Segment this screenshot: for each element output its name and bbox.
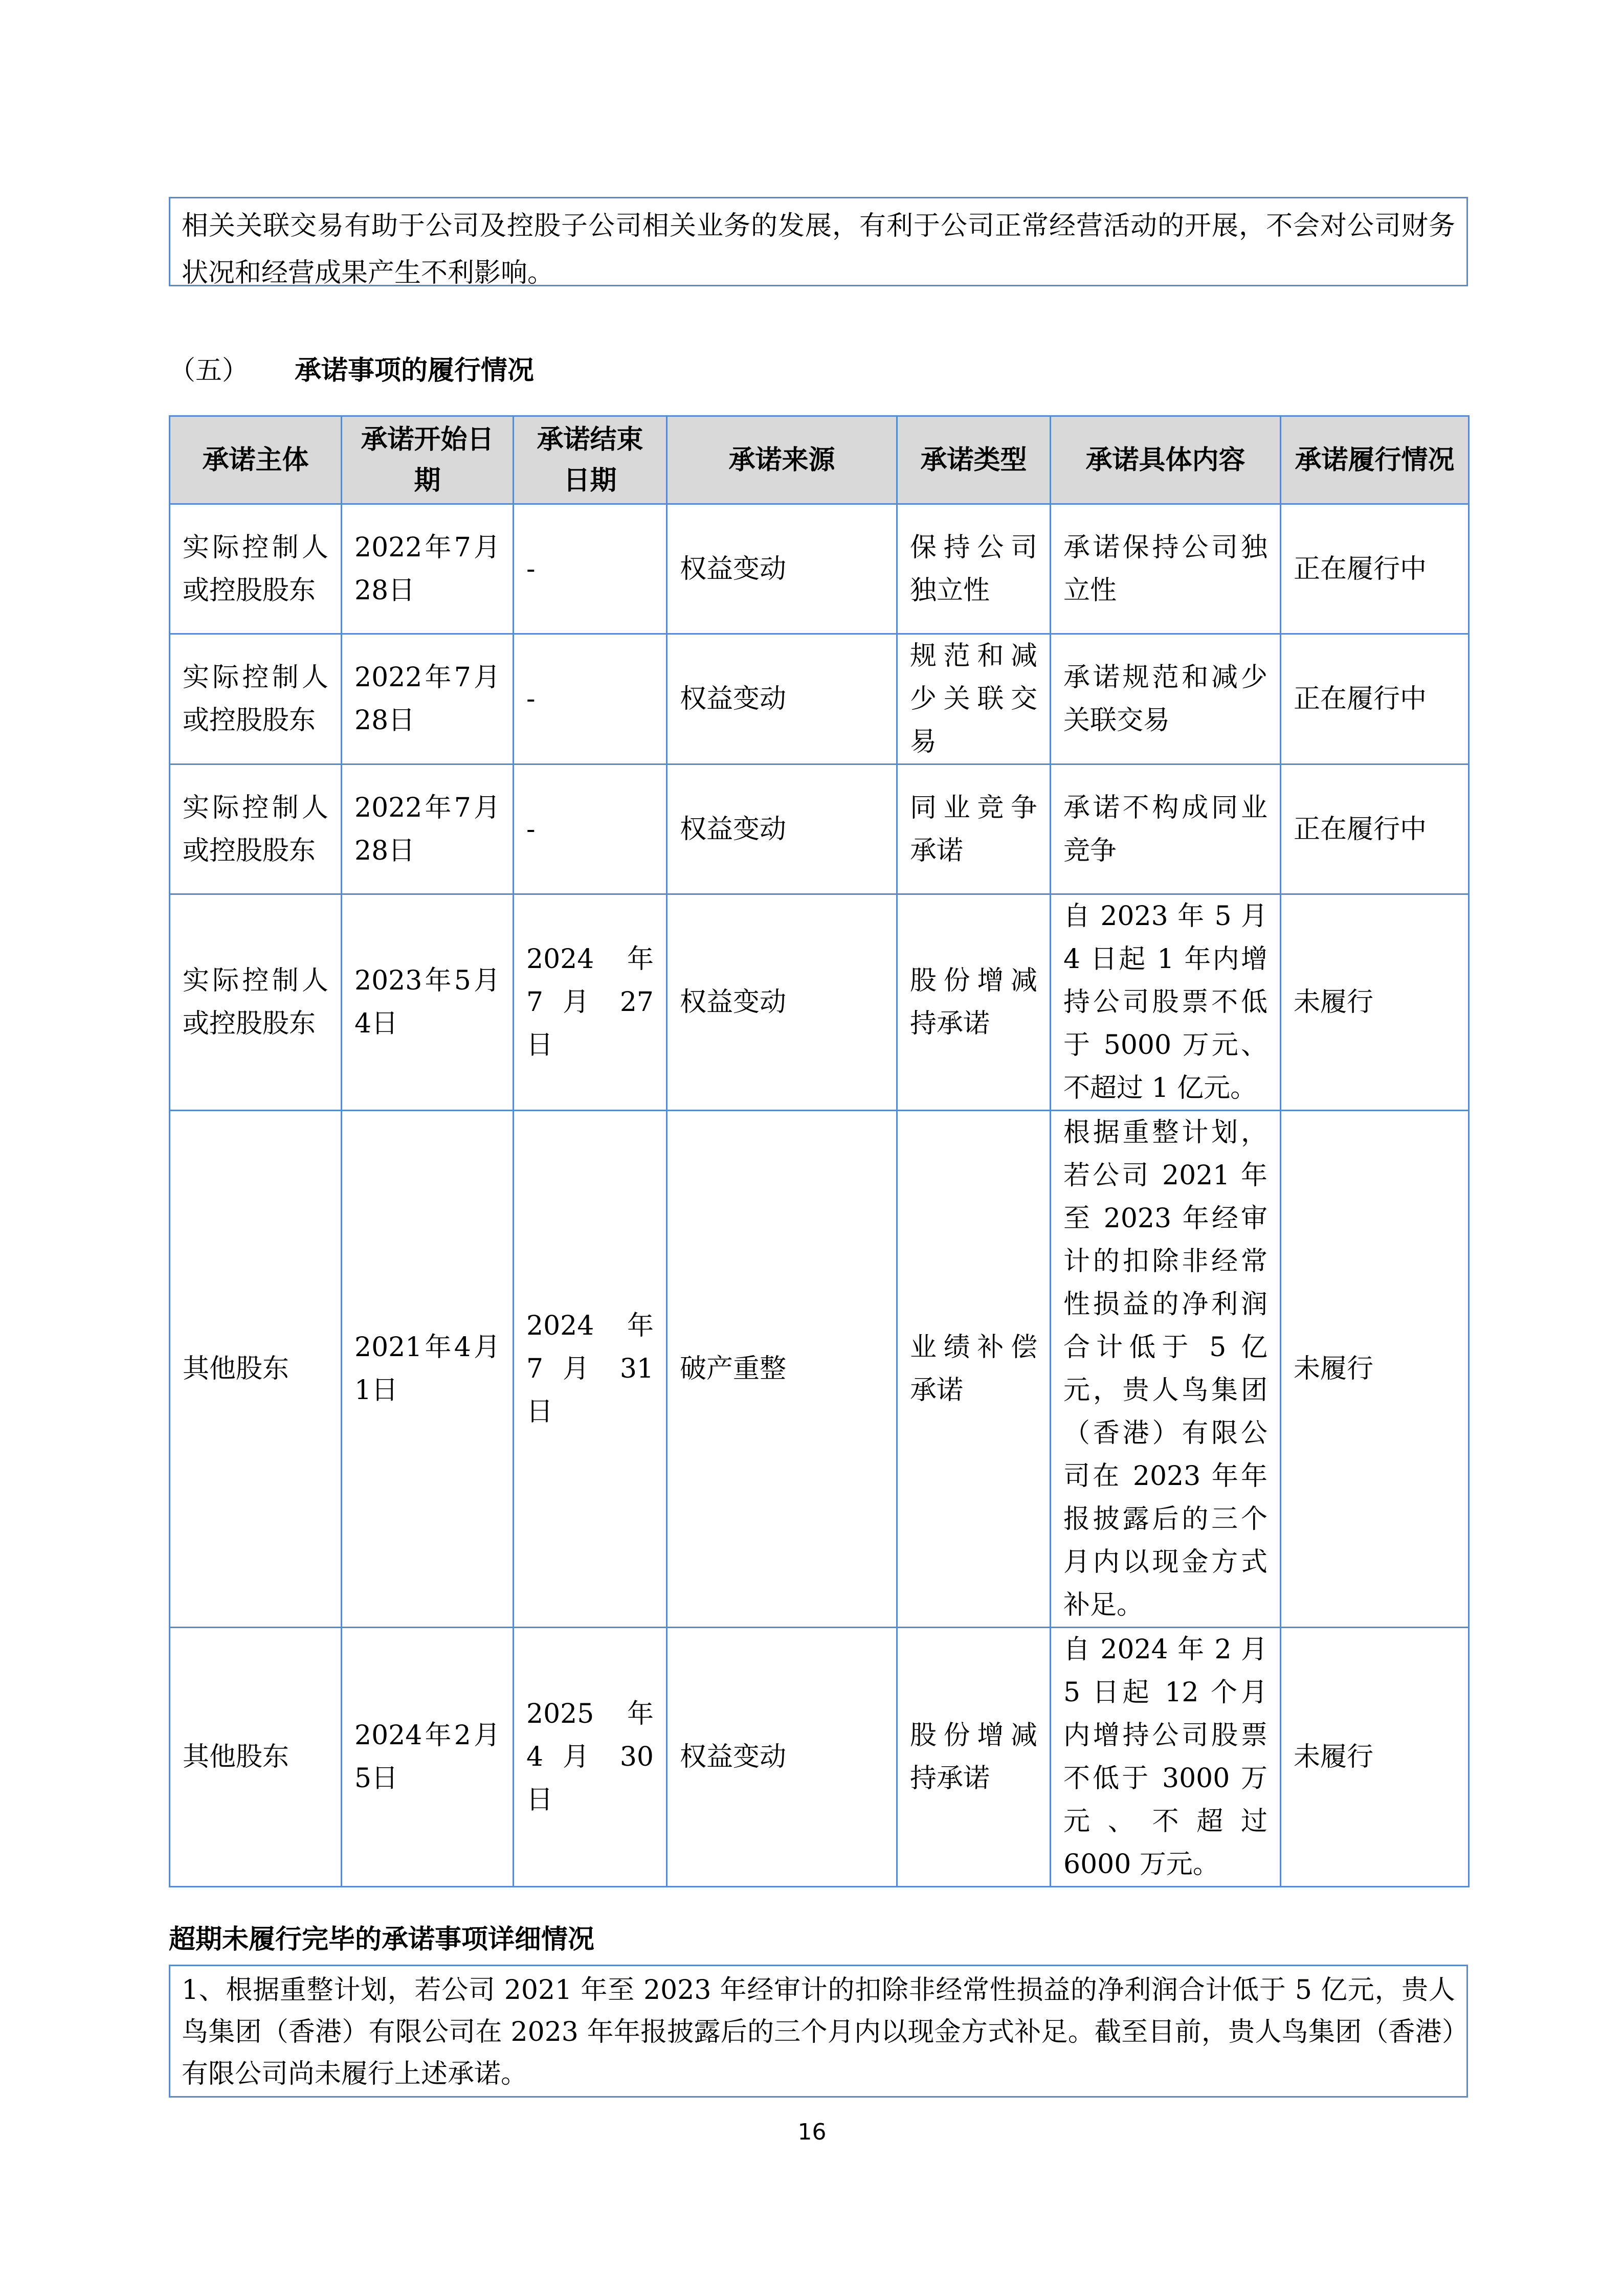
- header-start-date: 承诺开始日期: [342, 416, 514, 504]
- cell-status: 未履行: [1281, 1628, 1469, 1887]
- cell-status: 正在履行中: [1281, 764, 1469, 894]
- overdue-commitments-heading: 超期未履行完毕的承诺事项详细情况: [169, 1924, 595, 1955]
- page-number: 16: [797, 2119, 827, 2145]
- cell-content: 自 2023 年 5 月 4 日起 1 年内增持公司股票不低于 5000 万元、不超过 1 亿元。: [1051, 894, 1281, 1111]
- cell-start-date: 2024年2月5日: [342, 1628, 514, 1887]
- cell-subject: 实际控制人或控股股东: [170, 894, 342, 1111]
- overdue-commitments-detail: 1、根据重整计划，若公司 2021 年至 2023 年经审计的扣除非经常性损益的净利润合计低于 5 亿元，贵人鸟集团（香港）有限公司在 2023 年年报披露后的三个月内以现金方式补足。截至目前，贵人鸟集团（香港）有限公司尚未履行上述承诺。: [169, 1965, 1468, 2098]
- table-row: [170, 504, 1469, 634]
- cell-type: 业绩补偿承诺: [897, 1111, 1051, 1628]
- cell-content: 承诺规范和减少关联交易: [1051, 634, 1281, 764]
- cell-type: 同业竞争承诺: [897, 764, 1051, 894]
- cell-end-date: 2025 年 4 月 30 日: [514, 1628, 667, 1887]
- header-status: 承诺履行情况: [1281, 416, 1469, 504]
- table-row: [170, 1628, 1469, 1887]
- cell-source: 权益变动: [667, 1628, 897, 1887]
- cell-type: 保持公司独立性: [897, 504, 1051, 634]
- cell-content: 承诺保持公司独立性: [1051, 504, 1281, 634]
- cell-source: 权益变动: [667, 764, 897, 894]
- table-row: [170, 634, 1469, 764]
- cell-subject: 其他股东: [170, 1111, 342, 1628]
- cell-end-date: 2024 年 7 月 27 日: [514, 894, 667, 1111]
- table-row: [170, 1111, 1469, 1628]
- header-end-date: 承诺结束日期: [514, 416, 667, 504]
- related-transactions-note: 相关关联交易有助于公司及控股子公司相关业务的发展，有利于公司正常经营活动的开展，不会对公司财务状况和经营成果产生不利影响。: [169, 197, 1468, 286]
- cell-start-date: 2022年7月28日: [342, 764, 514, 894]
- cell-content: 自 2024 年 2 月 5 日起 12 个月内增持公司股票不低于 3000 万元、不超过 6000 万元。: [1051, 1628, 1281, 1887]
- cell-status: 正在履行中: [1281, 634, 1469, 764]
- table-row: [170, 764, 1469, 894]
- header-content: 承诺具体内容: [1051, 416, 1281, 504]
- cell-subject: 实际控制人或控股股东: [170, 764, 342, 894]
- cell-type: 股份增减持承诺: [897, 1628, 1051, 1887]
- cell-end-date: 2024 年 7 月 31 日: [514, 1111, 667, 1628]
- cell-source: 权益变动: [667, 894, 897, 1111]
- commitments-table: [169, 415, 1470, 1887]
- cell-subject: 实际控制人或控股股东: [170, 504, 342, 634]
- cell-type: 股份增减持承诺: [897, 894, 1051, 1111]
- cell-end-date: -: [514, 504, 667, 634]
- cell-subject: 实际控制人或控股股东: [170, 634, 342, 764]
- cell-source: 权益变动: [667, 504, 897, 634]
- cell-content: 根据重整计划，若公司 2021 年至 2023 年经审计的扣除非经常性损益的净利润合计低于 5 亿元，贵人鸟集团（香港）有限公司在 2023 年年报披露后的三个月内以现金方式补足。: [1051, 1111, 1281, 1628]
- section-heading: [169, 353, 534, 389]
- cell-status: 未履行: [1281, 1111, 1469, 1628]
- cell-start-date: 2023年5月4日: [342, 894, 514, 1111]
- cell-subject: 其他股东: [170, 1628, 342, 1887]
- cell-end-date: -: [514, 634, 667, 764]
- cell-status: 未履行: [1281, 894, 1469, 1111]
- cell-content: 承诺不构成同业竞争: [1051, 764, 1281, 894]
- header-subject: 承诺主体: [170, 416, 342, 504]
- header-type: 承诺类型: [897, 416, 1051, 504]
- cell-type: 规范和减少关联交易: [897, 634, 1051, 764]
- section-number: （五）: [169, 355, 249, 386]
- cell-start-date: 2021年4月1日: [342, 1111, 514, 1628]
- table-row: [170, 894, 1469, 1111]
- cell-start-date: 2022年7月28日: [342, 504, 514, 634]
- header-source: 承诺来源: [667, 416, 897, 504]
- cell-source: 权益变动: [667, 634, 897, 764]
- cell-status: 正在履行中: [1281, 504, 1469, 634]
- cell-end-date: -: [514, 764, 667, 894]
- cell-source: 破产重整: [667, 1111, 897, 1628]
- section-title: 承诺事项的履行情况: [295, 355, 535, 386]
- table-header-row: [170, 416, 1469, 504]
- cell-start-date: 2022年7月28日: [342, 634, 514, 764]
